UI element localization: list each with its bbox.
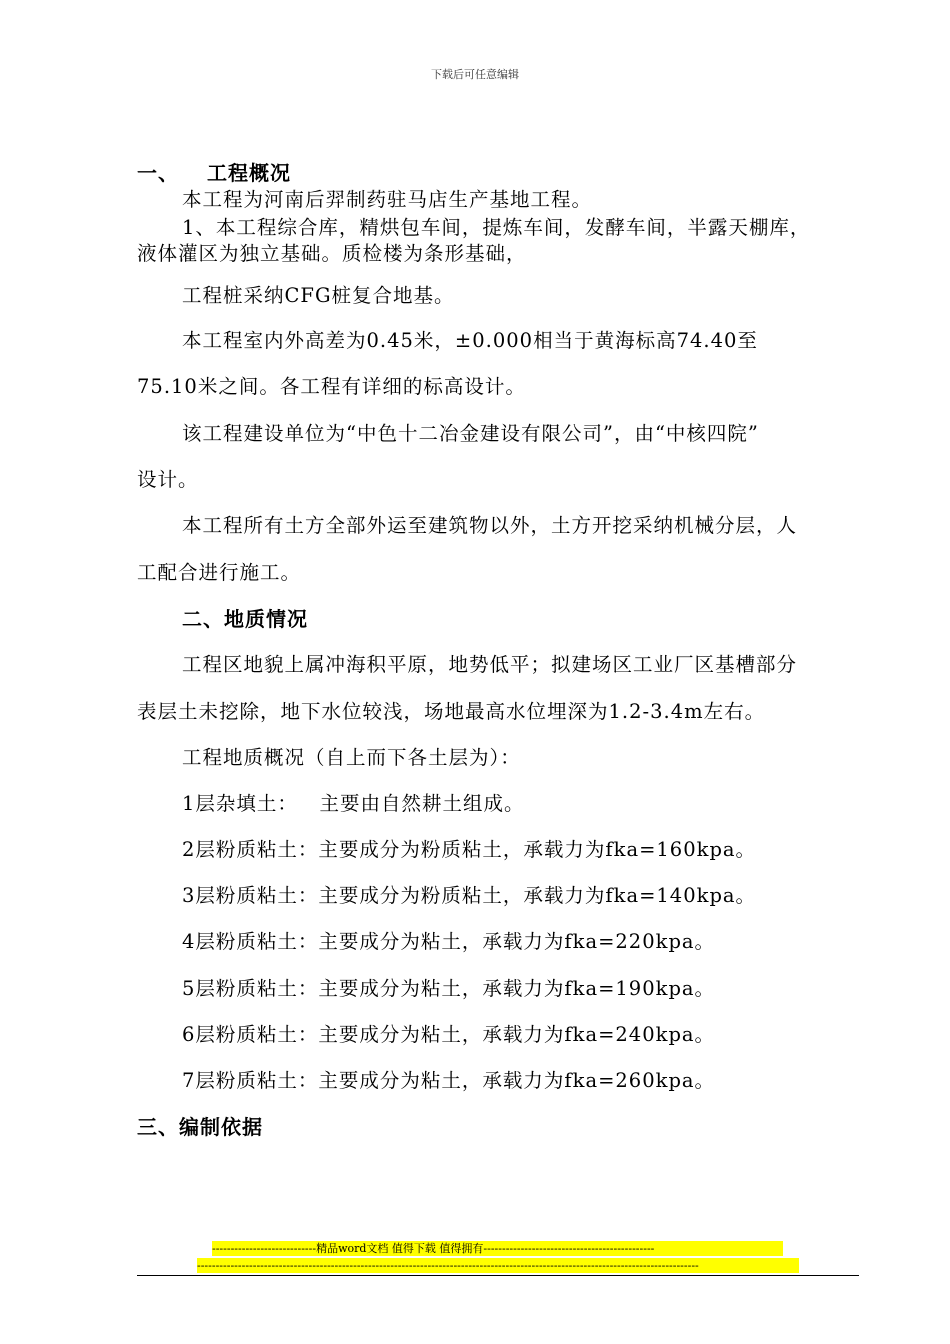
- paragraph: 本工程室内外高差为0.45米，±0.000相当于黄海标高74.40至: [182, 329, 758, 352]
- soil-layer-item: 1层杂填土： 主要由自然耕土组成。: [182, 792, 525, 815]
- page-header-note: 下载后可任意编辑: [431, 68, 519, 81]
- soil-layer-item: 5层粉质粘土：主要成分为粘土，承载力为fka=190kpa。: [182, 977, 716, 1000]
- paragraph: 本工程为河南后羿制药驻马店生产基地工程。: [182, 188, 593, 211]
- paragraph: 1、本工程综合库，精烘包车间，提炼车间，发酵车间，半露天棚库，: [182, 216, 811, 239]
- paragraph: 工程地质概况（自上而下各土层为）：: [182, 746, 521, 769]
- section1-title: 工程概况: [207, 161, 291, 185]
- paragraph: 本工程所有土方全部外运至建筑物以外，土方开挖采纳机械分层，人: [182, 514, 798, 537]
- soil-layer-item: 4层粉质粘土：主要成分为粘土，承载力为fka=220kpa。: [182, 930, 716, 953]
- section2-heading: 二、地质情况: [182, 607, 308, 631]
- paragraph: 该工程建设单位为“中色十二冶金建设有限公司”，由“中核四院”: [182, 422, 759, 445]
- soil-layer-item: 7层粉质粘土：主要成分为粘土，承载力为fka=260kpa。: [182, 1069, 716, 1092]
- paragraph: 75.10米之间。各工程有详细的标高设计。: [137, 375, 526, 398]
- soil-layer-item: 6层粉质粘土：主要成分为粘土，承载力为fka=240kpa。: [182, 1023, 716, 1046]
- section3-heading: 三、编制依据: [137, 1115, 263, 1139]
- section1-number: 一、: [137, 161, 179, 185]
- paragraph: 设计。: [137, 468, 199, 491]
- footer-banner: ----------------------------精品word文档 值得下载 值得拥有----------------------------------------------: [212, 1241, 783, 1256]
- paragraph: 工程桩采纳CFG桩复合地基。: [182, 284, 455, 307]
- footer-dashes: ---------------------------------------------------------------------------------------------------------------------------------------: [197, 1258, 799, 1273]
- soil-layer-item: 3层粉质粘土：主要成分为粉质粘土，承载力为fka=140kpa。: [182, 884, 757, 907]
- paragraph: 表层土未挖除，地下水位较浅，场地最高水位埋深为1.2-3.4m左右。: [137, 700, 766, 723]
- soil-layer-item: 2层粉质粘土：主要成分为粉质粘土，承载力为fka=160kpa。: [182, 838, 757, 861]
- footer-rule: [137, 1275, 859, 1276]
- paragraph: 工配合进行施工。: [137, 561, 302, 584]
- section1-heading: [137, 161, 291, 185]
- paragraph: 工程区地貌上属冲海积平原，地势低平；拟建场区工业厂区基槽部分: [182, 653, 798, 676]
- paragraph: 液体灌区为独立基础。质检楼为条形基础，: [137, 242, 527, 265]
